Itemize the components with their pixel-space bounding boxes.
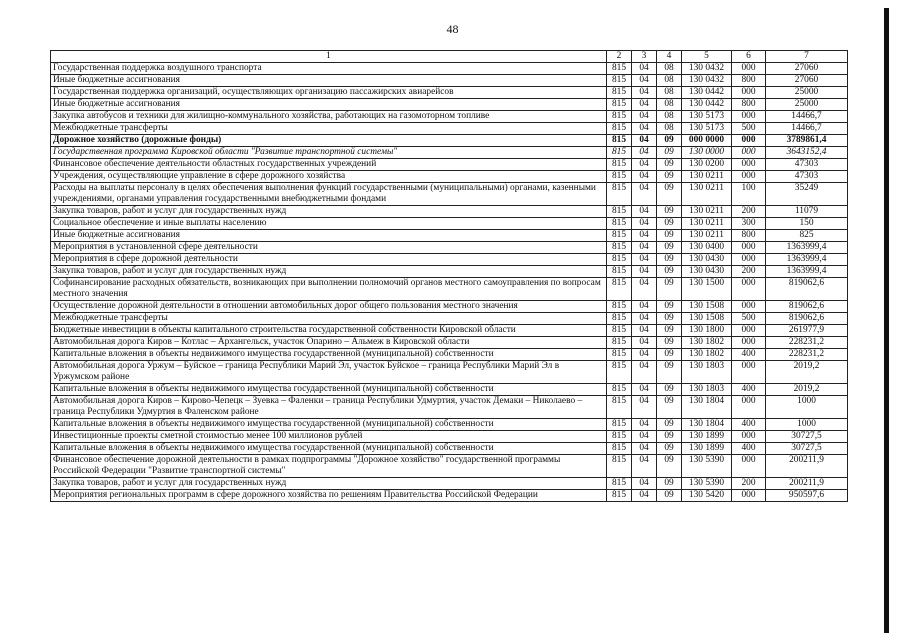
table-header-row [51, 51, 848, 63]
amount-cell: 2019,2 [766, 384, 848, 396]
subsection-code-cell: 09 [657, 147, 682, 159]
section-code-cell: 04 [632, 75, 657, 87]
amount-cell: 3789861,4 [766, 135, 848, 147]
item-name-cell: Осуществление дорожной деятельности в отношении автомобильных дорог общего пользования местного значения [51, 301, 607, 313]
subsection-code-cell: 09 [657, 443, 682, 455]
amount-cell: 11079 [766, 206, 848, 218]
item-name-cell: Финансовое обеспечение деятельности областных государственных учреждений [51, 159, 607, 171]
amount-cell: 47303 [766, 171, 848, 183]
ministry-code-cell: 815 [607, 99, 632, 111]
expense-type-code-cell: 400 [732, 443, 766, 455]
table-row [51, 147, 848, 159]
amount-cell: 825 [766, 230, 848, 242]
target-article-code-cell: 130 5173 [682, 123, 732, 135]
subsection-code-cell: 09 [657, 313, 682, 325]
subsection-code-cell: 09 [657, 183, 682, 206]
table-row [51, 183, 848, 206]
table-row [51, 313, 848, 325]
item-name-cell: Мероприятия в сфере дорожной деятельности [51, 254, 607, 266]
subsection-code-cell: 08 [657, 123, 682, 135]
subsection-code-cell: 09 [657, 206, 682, 218]
amount-cell: 27060 [766, 63, 848, 75]
item-name-cell: Государственная поддержка организаций, осуществляющих организацию пассажирских авиарейсов [51, 87, 607, 99]
item-name-cell: Бюджетные инвестиции в объекты капитального строительства государственной собственности Кировской области [51, 325, 607, 337]
amount-cell: 27060 [766, 75, 848, 87]
table-row [51, 419, 848, 431]
target-article-code-cell: 130 5173 [682, 111, 732, 123]
ministry-code-cell: 815 [607, 337, 632, 349]
target-article-code-cell: 130 0430 [682, 266, 732, 278]
section-code-cell: 04 [632, 396, 657, 419]
expense-type-code-cell: 000 [732, 455, 766, 478]
expense-type-code-cell: 000 [732, 431, 766, 443]
header-cell: 3 [632, 51, 657, 63]
ministry-code-cell: 815 [607, 183, 632, 206]
target-article-code-cell: 130 0442 [682, 99, 732, 111]
target-article-code-cell: 130 0211 [682, 171, 732, 183]
table-row [51, 99, 848, 111]
table-row [51, 325, 848, 337]
expense-type-code-cell: 800 [732, 75, 766, 87]
subsection-code-cell: 09 [657, 490, 682, 502]
target-article-code-cell: 130 0430 [682, 254, 732, 266]
target-article-code-cell: 130 0432 [682, 63, 732, 75]
subsection-code-cell: 09 [657, 478, 682, 490]
expense-type-code-cell: 100 [732, 183, 766, 206]
amount-cell: 200211,9 [766, 478, 848, 490]
subsection-code-cell: 09 [657, 254, 682, 266]
header-cell: 2 [607, 51, 632, 63]
section-code-cell: 04 [632, 254, 657, 266]
header-cell: 4 [657, 51, 682, 63]
table-row [51, 396, 848, 419]
amount-cell: 3643152,4 [766, 147, 848, 159]
table-row [51, 111, 848, 123]
ministry-code-cell: 815 [607, 478, 632, 490]
subsection-code-cell: 09 [657, 301, 682, 313]
item-name-cell: Иные бюджетные ассигнования [51, 230, 607, 242]
target-article-code-cell: 130 1899 [682, 443, 732, 455]
subsection-code-cell: 09 [657, 325, 682, 337]
subsection-code-cell: 09 [657, 266, 682, 278]
section-code-cell: 04 [632, 266, 657, 278]
expense-type-code-cell: 800 [732, 230, 766, 242]
expense-type-code-cell: 000 [732, 242, 766, 254]
ministry-code-cell: 815 [607, 313, 632, 325]
amount-cell: 228231,2 [766, 337, 848, 349]
item-name-cell: Автомобильная дорога Киров – Котлас – Архангельск, участок Опарино – Альмеж в Кировской области [51, 337, 607, 349]
expense-type-code-cell: 000 [732, 301, 766, 313]
ministry-code-cell: 815 [607, 361, 632, 384]
table-row [51, 230, 848, 242]
ministry-code-cell: 815 [607, 123, 632, 135]
table-row [51, 87, 848, 99]
amount-cell: 1363999,4 [766, 242, 848, 254]
section-code-cell: 04 [632, 278, 657, 301]
section-code-cell: 04 [632, 478, 657, 490]
header-cell: 1 [51, 51, 607, 63]
target-article-code-cell: 130 0400 [682, 242, 732, 254]
expense-type-code-cell: 000 [732, 135, 766, 147]
section-code-cell: 04 [632, 171, 657, 183]
budget-table [50, 50, 848, 502]
table-row [51, 63, 848, 75]
section-code-cell: 04 [632, 63, 657, 75]
section-code-cell: 04 [632, 349, 657, 361]
subsection-code-cell: 09 [657, 455, 682, 478]
subsection-code-cell: 08 [657, 111, 682, 123]
amount-cell: 150 [766, 218, 848, 230]
item-name-cell: Межбюджетные трансферты [51, 313, 607, 325]
section-code-cell: 04 [632, 301, 657, 313]
table-row [51, 278, 848, 301]
expense-type-code-cell: 200 [732, 478, 766, 490]
expense-type-code-cell: 800 [732, 99, 766, 111]
expense-type-code-cell: 000 [732, 337, 766, 349]
expense-type-code-cell: 300 [732, 218, 766, 230]
target-article-code-cell: 130 5390 [682, 455, 732, 478]
ministry-code-cell: 815 [607, 171, 632, 183]
subsection-code-cell: 09 [657, 396, 682, 419]
ministry-code-cell: 815 [607, 278, 632, 301]
amount-cell: 30727,5 [766, 431, 848, 443]
section-code-cell: 04 [632, 87, 657, 99]
subsection-code-cell: 08 [657, 75, 682, 87]
section-code-cell: 04 [632, 455, 657, 478]
section-code-cell: 04 [632, 147, 657, 159]
expense-type-code-cell: 000 [732, 254, 766, 266]
section-code-cell: 04 [632, 135, 657, 147]
ministry-code-cell: 815 [607, 111, 632, 123]
section-code-cell: 04 [632, 159, 657, 171]
table-row [51, 171, 848, 183]
section-code-cell: 04 [632, 431, 657, 443]
subsection-code-cell: 09 [657, 230, 682, 242]
ministry-code-cell: 815 [607, 384, 632, 396]
item-name-cell: Социальное обеспечение и иные выплаты населению [51, 218, 607, 230]
target-article-code-cell: 130 0200 [682, 159, 732, 171]
section-code-cell: 04 [632, 218, 657, 230]
amount-cell: 2019,2 [766, 361, 848, 384]
table-row [51, 218, 848, 230]
expense-type-code-cell: 000 [732, 325, 766, 337]
subsection-code-cell: 09 [657, 419, 682, 431]
section-code-cell: 04 [632, 313, 657, 325]
item-name-cell: Капитальные вложения в объекты недвижимого имущества государственной (муниципальной) собственности [51, 419, 607, 431]
subsection-code-cell: 09 [657, 242, 682, 254]
target-article-code-cell: 130 1802 [682, 337, 732, 349]
target-article-code-cell: 130 1804 [682, 419, 732, 431]
ministry-code-cell: 815 [607, 242, 632, 254]
item-name-cell: Государственная поддержка воздушного транспорта [51, 63, 607, 75]
amount-cell: 47303 [766, 159, 848, 171]
section-code-cell: 04 [632, 384, 657, 396]
section-code-cell: 04 [632, 242, 657, 254]
table-row [51, 123, 848, 135]
ministry-code-cell: 815 [607, 218, 632, 230]
expense-type-code-cell: 000 [732, 87, 766, 99]
ministry-code-cell: 815 [607, 349, 632, 361]
expense-type-code-cell: 000 [732, 361, 766, 384]
subsection-code-cell: 09 [657, 349, 682, 361]
amount-cell: 25000 [766, 87, 848, 99]
ministry-code-cell: 815 [607, 135, 632, 147]
item-name-cell: Капитальные вложения в объекты недвижимого имущества государственной (муниципальной) собственности [51, 443, 607, 455]
amount-cell: 1000 [766, 396, 848, 419]
table-row [51, 301, 848, 313]
subsection-code-cell: 09 [657, 384, 682, 396]
ministry-code-cell: 815 [607, 301, 632, 313]
table-row [51, 443, 848, 455]
target-article-code-cell: 130 1508 [682, 301, 732, 313]
ministry-code-cell: 815 [607, 159, 632, 171]
ministry-code-cell: 815 [607, 266, 632, 278]
ministry-code-cell: 815 [607, 230, 632, 242]
section-code-cell: 04 [632, 361, 657, 384]
item-name-cell: Государственная программа Кировской области "Развитие транспортной системы" [51, 147, 607, 159]
target-article-code-cell: 130 5390 [682, 478, 732, 490]
target-article-code-cell: 130 1803 [682, 361, 732, 384]
table-row [51, 431, 848, 443]
ministry-code-cell: 815 [607, 455, 632, 478]
ministry-code-cell: 815 [607, 254, 632, 266]
target-article-code-cell: 130 0442 [682, 87, 732, 99]
item-name-cell: Софинансирование расходных обязательств, возникающих при выполнении полномочий органов местного самоуправления по вопросам местного значения [51, 278, 607, 301]
table-row [51, 478, 848, 490]
item-name-cell: Мероприятия региональных программ в сфере дорожного хозяйства по решениям Правительства Российской Федерации [51, 490, 607, 502]
expense-type-code-cell: 000 [732, 171, 766, 183]
amount-cell: 35249 [766, 183, 848, 206]
section-code-cell: 04 [632, 123, 657, 135]
amount-cell: 25000 [766, 99, 848, 111]
item-name-cell: Учреждения, осуществляющие управление в сфере дорожного хозяйства [51, 171, 607, 183]
target-article-code-cell: 130 0211 [682, 206, 732, 218]
target-article-code-cell: 130 0211 [682, 230, 732, 242]
item-name-cell: Закупка товаров, работ и услуг для государственных нужд [51, 266, 607, 278]
subsection-code-cell: 08 [657, 63, 682, 75]
item-name-cell: Закупка товаров, работ и услуг для государственных нужд [51, 206, 607, 218]
table-row [51, 490, 848, 502]
expense-type-code-cell: 400 [732, 384, 766, 396]
target-article-code-cell: 130 0432 [682, 75, 732, 87]
target-article-code-cell: 130 1802 [682, 349, 732, 361]
amount-cell: 1363999,4 [766, 254, 848, 266]
section-code-cell: 04 [632, 111, 657, 123]
amount-cell: 819062,6 [766, 301, 848, 313]
target-article-code-cell: 130 0000 [682, 147, 732, 159]
expense-type-code-cell: 200 [732, 206, 766, 218]
subsection-code-cell: 09 [657, 159, 682, 171]
subsection-code-cell: 08 [657, 99, 682, 111]
target-article-code-cell: 130 1500 [682, 278, 732, 301]
table-row [51, 337, 848, 349]
expense-type-code-cell: 000 [732, 147, 766, 159]
subsection-code-cell: 09 [657, 337, 682, 349]
header-cell: 7 [766, 51, 848, 63]
expense-type-code-cell: 000 [732, 490, 766, 502]
ministry-code-cell: 815 [607, 206, 632, 218]
expense-type-code-cell: 200 [732, 266, 766, 278]
expense-type-code-cell: 500 [732, 123, 766, 135]
item-name-cell: Капитальные вложения в объекты недвижимого имущества государственной (муниципальной) собственности [51, 384, 607, 396]
table-row [51, 254, 848, 266]
expense-type-code-cell: 500 [732, 313, 766, 325]
header-cell: 6 [732, 51, 766, 63]
section-code-cell: 04 [632, 490, 657, 502]
amount-cell: 819062,6 [766, 278, 848, 301]
expense-type-code-cell: 400 [732, 419, 766, 431]
subsection-code-cell: 09 [657, 361, 682, 384]
amount-cell: 261977,9 [766, 325, 848, 337]
subsection-code-cell: 09 [657, 218, 682, 230]
expense-type-code-cell: 000 [732, 159, 766, 171]
amount-cell: 228231,2 [766, 349, 848, 361]
ministry-code-cell: 815 [607, 490, 632, 502]
item-name-cell: Автомобильная дорога Киров – Кирово-Чепецк – Зуевка – Фаленки – граница Республики Удмуртия, участок Демаки – Николаево – граница Республики Удмуртия в Фаленском районе [51, 396, 607, 419]
section-code-cell: 04 [632, 183, 657, 206]
ministry-code-cell: 815 [607, 87, 632, 99]
ministry-code-cell: 815 [607, 419, 632, 431]
item-name-cell: Закупка автобусов и техники для жилищно-коммунального хозяйства, работающих на газомоторном топливе [51, 111, 607, 123]
amount-cell: 1363999,4 [766, 266, 848, 278]
section-code-cell: 04 [632, 99, 657, 111]
table-row [51, 206, 848, 218]
expense-type-code-cell: 400 [732, 349, 766, 361]
ministry-code-cell: 815 [607, 63, 632, 75]
amount-cell: 819062,6 [766, 313, 848, 325]
target-article-code-cell: 130 1899 [682, 431, 732, 443]
table-row [51, 159, 848, 171]
table-row [51, 242, 848, 254]
item-name-cell: Инвестиционные проекты сметной стоимостью менее 100 миллионов рублей [51, 431, 607, 443]
subsection-code-cell: 09 [657, 135, 682, 147]
expense-type-code-cell: 000 [732, 111, 766, 123]
amount-cell: 1000 [766, 419, 848, 431]
expense-type-code-cell: 000 [732, 63, 766, 75]
target-article-code-cell: 130 1803 [682, 384, 732, 396]
target-article-code-cell: 130 5420 [682, 490, 732, 502]
target-article-code-cell: 130 0211 [682, 183, 732, 206]
page-number: 48 [446, 22, 459, 36]
table-row [51, 455, 848, 478]
scan-edge-bar [884, 8, 889, 633]
ministry-code-cell: 815 [607, 431, 632, 443]
table-row [51, 266, 848, 278]
item-name-cell: Финансовое обеспечение дорожной деятельности в рамках подпрограммы "Дорожное хозяйство" государственной программы Российской Федерации "Развитие транспортной системы" [51, 455, 607, 478]
section-code-cell: 04 [632, 337, 657, 349]
ministry-code-cell: 815 [607, 396, 632, 419]
section-code-cell: 04 [632, 419, 657, 431]
item-name-cell: Межбюджетные трансферты [51, 123, 607, 135]
ministry-code-cell: 815 [607, 147, 632, 159]
header-cell: 5 [682, 51, 732, 63]
ministry-code-cell: 815 [607, 325, 632, 337]
target-article-code-cell: 130 0211 [682, 218, 732, 230]
table-row [51, 361, 848, 384]
amount-cell: 14466,7 [766, 123, 848, 135]
section-code-cell: 04 [632, 325, 657, 337]
item-name-cell: Иные бюджетные ассигнования [51, 75, 607, 87]
item-name-cell: Автомобильная дорога Уржум – Буйское – граница Республики Марий Эл, участок Буйское – граница Республики Марий Эл в Уржумском районе [51, 361, 607, 384]
amount-cell: 14466,7 [766, 111, 848, 123]
section-code-cell: 04 [632, 206, 657, 218]
item-name-cell: Капитальные вложения в объекты недвижимого имущества государственной (муниципальной) собственности [51, 349, 607, 361]
subsection-code-cell: 08 [657, 87, 682, 99]
target-article-code-cell: 130 1800 [682, 325, 732, 337]
table-row [51, 384, 848, 396]
expense-type-code-cell: 000 [732, 396, 766, 419]
subsection-code-cell: 09 [657, 431, 682, 443]
item-name-cell: Расходы на выплаты персоналу в целях обеспечения выполнения функций государственными (муниципальными) органами, казенными учреждениями, органами управления государственными внебюджетными фондами [51, 183, 607, 206]
amount-cell: 30727,5 [766, 443, 848, 455]
target-article-code-cell: 130 1508 [682, 313, 732, 325]
table-row [51, 135, 848, 147]
subsection-code-cell: 09 [657, 171, 682, 183]
amount-cell: 950597,6 [766, 490, 848, 502]
item-name-cell: Дорожное хозяйство (дорожные фонды) [51, 135, 607, 147]
section-code-cell: 04 [632, 443, 657, 455]
item-name-cell: Иные бюджетные ассигнования [51, 99, 607, 111]
table-row [51, 75, 848, 87]
ministry-code-cell: 815 [607, 443, 632, 455]
expense-type-code-cell: 000 [732, 278, 766, 301]
target-article-code-cell: 130 1804 [682, 396, 732, 419]
item-name-cell: Мероприятия в установленной сфере деятельности [51, 242, 607, 254]
amount-cell: 200211,9 [766, 455, 848, 478]
subsection-code-cell: 09 [657, 278, 682, 301]
item-name-cell: Закупка товаров, работ и услуг для государственных нужд [51, 478, 607, 490]
table-row [51, 349, 848, 361]
target-article-code-cell: 000 0000 [682, 135, 732, 147]
section-code-cell: 04 [632, 230, 657, 242]
ministry-code-cell: 815 [607, 75, 632, 87]
